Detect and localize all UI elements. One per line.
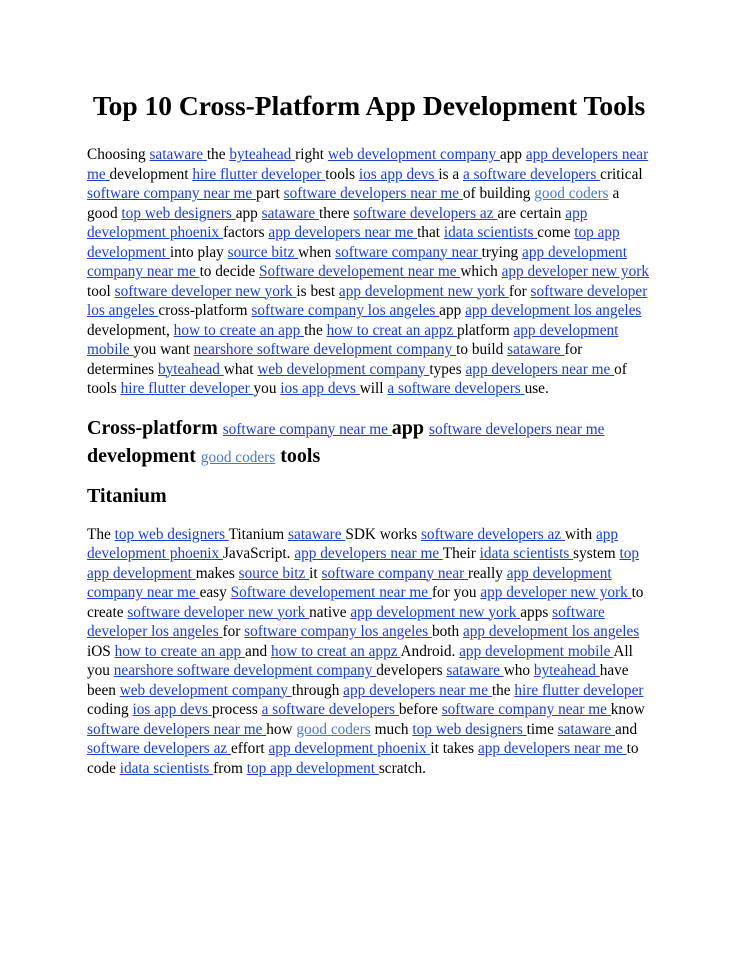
inline-link[interactable]: how to create an app: [173, 321, 305, 339]
body-text: right: [295, 146, 328, 163]
inline-link[interactable]: sataware: [288, 525, 346, 543]
body-text: tools: [275, 444, 321, 467]
inline-link[interactable]: ios app devs: [132, 701, 212, 718]
inline-link[interactable]: software developer los angeles: [87, 603, 605, 640]
inline-link[interactable]: app development los angeles: [462, 623, 640, 640]
body-text: apps: [520, 603, 553, 621]
inline-link[interactable]: app developers near me: [268, 224, 418, 241]
inline-link[interactable]: sataware: [446, 662, 504, 679]
inline-link[interactable]: sataware: [507, 341, 565, 358]
body-text: when: [298, 243, 336, 261]
inline-link[interactable]: software developers near me: [87, 720, 267, 738]
body-text: and: [615, 720, 638, 738]
inline-link[interactable]: software developer new york: [127, 603, 310, 621]
inline-link[interactable]: ios app devs: [358, 165, 439, 183]
body-text: easy: [199, 584, 231, 601]
inline-link[interactable]: app developers near me: [294, 545, 443, 562]
section-heading: [87, 415, 651, 471]
inline-link[interactable]: web development company: [257, 360, 430, 378]
inline-link[interactable]: sataware: [557, 720, 616, 738]
body-text: JavaScript.: [222, 545, 295, 562]
body-text: cross-platform: [158, 302, 252, 319]
inline-link[interactable]: top web designers: [412, 720, 527, 738]
body-text: for you: [431, 584, 481, 601]
inline-link[interactable]: app development company near me: [87, 564, 612, 601]
body-text: for: [508, 282, 531, 300]
body-text: have been: [87, 662, 629, 699]
body-text: iOS: [87, 642, 115, 660]
body-text: who: [503, 662, 534, 679]
inline-link[interactable]: software developer los angeles: [87, 282, 648, 319]
body-text: Titanium: [228, 525, 288, 543]
inline-link[interactable]: hire flutter developer: [514, 681, 644, 699]
inline-link[interactable]: software developers near me: [429, 420, 605, 438]
inline-link[interactable]: how to creat an appz: [270, 642, 401, 660]
inline-link[interactable]: app developers near me: [87, 146, 649, 183]
body-text: really: [468, 564, 507, 582]
body-text: for determines: [87, 341, 583, 378]
inline-link[interactable]: top web designers: [114, 525, 229, 543]
body-text: know: [610, 701, 645, 718]
inline-link[interactable]: app developers near me: [465, 360, 615, 378]
body-text: the: [206, 146, 230, 163]
body-text: SDK works: [345, 525, 421, 543]
body-text: Their: [442, 545, 480, 562]
body-text: into play: [169, 243, 228, 261]
body-text: factors: [222, 224, 269, 241]
body-text: makes: [195, 564, 239, 582]
inline-link[interactable]: good coders: [200, 448, 276, 466]
body-text: there: [318, 204, 354, 222]
inline-link[interactable]: how to create an app: [114, 642, 246, 660]
inline-link[interactable]: a software developers: [261, 701, 399, 718]
body-text: process: [211, 701, 262, 718]
body-text: development: [109, 165, 193, 183]
inline-link[interactable]: app development phoenix: [87, 525, 619, 562]
body-text: development: [87, 444, 201, 467]
body-text: it takes: [430, 740, 478, 757]
inline-link[interactable]: app development mobile: [87, 321, 619, 358]
body-text: All you: [87, 642, 633, 679]
inline-link[interactable]: byteahead: [533, 662, 600, 679]
body-text: to build: [456, 341, 508, 358]
body-text: to code: [87, 740, 639, 777]
body-text: to decide: [199, 263, 260, 280]
inline-link[interactable]: top app development: [87, 545, 640, 582]
inline-link[interactable]: how to creat an appz: [326, 321, 457, 339]
body-text: the: [304, 321, 327, 339]
body-text: time: [526, 720, 558, 738]
body-text: it: [309, 564, 322, 582]
body-text: platform: [456, 321, 514, 339]
body-text: critical: [600, 165, 643, 183]
inline-link[interactable]: app development new york: [350, 603, 521, 621]
body-text: effort: [230, 740, 269, 757]
body-text: you: [253, 380, 281, 397]
body-text: of tools: [87, 360, 627, 397]
inline-link[interactable]: software company near me: [441, 701, 611, 718]
body-text: tool: [87, 282, 115, 300]
body-text: what: [223, 360, 258, 378]
inline-link[interactable]: app development phoenix: [87, 204, 588, 241]
inline-link[interactable]: nearshore software development company: [113, 662, 377, 679]
body-text: The: [87, 525, 115, 543]
body-text: coding: [87, 701, 133, 718]
inline-link[interactable]: good coders: [296, 720, 371, 738]
inline-link[interactable]: byteahead: [229, 146, 296, 163]
intro-paragraph: [87, 145, 651, 399]
inline-link[interactable]: software company near: [335, 243, 482, 261]
inline-link[interactable]: app development phoenix: [268, 740, 431, 757]
inline-link[interactable]: idata scientists: [119, 759, 214, 777]
body-text: tools: [325, 165, 359, 183]
inline-link[interactable]: software developer new york: [114, 282, 297, 300]
body-text: to create: [87, 584, 644, 621]
body-text: much: [370, 720, 413, 738]
inline-link[interactable]: a software developers: [462, 165, 601, 183]
inline-link[interactable]: app development los angeles: [465, 302, 642, 319]
body-text: is a: [438, 165, 463, 183]
body-text: app: [439, 302, 466, 319]
body-text: system: [573, 545, 620, 562]
inline-link[interactable]: app development company near me: [87, 243, 627, 280]
inline-link[interactable]: ios app devs: [280, 380, 360, 397]
body-text: how: [266, 720, 297, 738]
subsection-heading-titanium: Titanium: [87, 484, 167, 507]
body-text: both: [431, 623, 463, 640]
body-text: app: [235, 204, 262, 222]
inline-link[interactable]: software company los angeles: [244, 623, 432, 640]
inline-link[interactable]: software company near me: [87, 185, 257, 202]
body-text: with: [564, 525, 596, 543]
inline-link[interactable]: web development company: [119, 681, 292, 699]
inline-link[interactable]: software company los angeles: [251, 302, 440, 319]
body-text: app: [391, 416, 430, 439]
body-text: native: [309, 603, 351, 621]
body-text: that: [417, 224, 444, 241]
inline-link[interactable]: software company near me: [222, 420, 392, 438]
titanium-paragraph: [87, 525, 651, 779]
inline-link[interactable]: software company near: [321, 564, 469, 582]
inline-link[interactable]: software developers az: [420, 525, 565, 543]
inline-link[interactable]: app developers near me: [477, 740, 627, 757]
body-text: before: [398, 701, 442, 718]
body-text: Android.: [400, 642, 460, 660]
page-title: Top 10 Cross-Platform App Development Tools: [92, 90, 646, 121]
inline-link[interactable]: idata scientists: [479, 545, 574, 562]
inline-link[interactable]: Software developement near me: [230, 584, 432, 601]
body-text: the: [491, 681, 515, 699]
inline-link[interactable]: hire flutter developer: [120, 380, 254, 397]
inline-link[interactable]: source bitz: [238, 564, 310, 582]
body-text: of building: [462, 185, 535, 202]
inline-link[interactable]: app developer new york: [480, 584, 632, 601]
inline-link[interactable]: app development mobile: [459, 642, 614, 660]
inline-link[interactable]: sataware: [261, 204, 319, 222]
body-text: is best: [296, 282, 339, 300]
body-text: from: [213, 759, 247, 777]
inline-link[interactable]: app developers near me: [343, 681, 492, 699]
inline-link[interactable]: idata scientists: [443, 224, 538, 241]
inline-link[interactable]: app development new york: [338, 282, 509, 300]
inline-link[interactable]: hire flutter developer: [192, 165, 326, 183]
inline-link[interactable]: nearshore software development company: [193, 341, 457, 358]
body-text: are certain: [497, 204, 566, 222]
body-text: use.: [524, 380, 549, 397]
inline-link[interactable]: software developers az: [87, 740, 231, 757]
inline-link[interactable]: sataware: [149, 146, 207, 163]
inline-link[interactable]: app developer new york: [501, 263, 649, 280]
body-text: for: [222, 623, 245, 640]
body-text: trying: [481, 243, 523, 261]
inline-link[interactable]: software developers near me: [283, 185, 463, 202]
body-text: Cross-platform: [87, 416, 223, 439]
body-text: come: [537, 224, 575, 241]
inline-link[interactable]: web development company: [327, 146, 500, 163]
body-text: part: [256, 185, 284, 202]
inline-link[interactable]: a software developers: [387, 380, 525, 397]
inline-link[interactable]: byteahead: [157, 360, 224, 378]
inline-link[interactable]: good coders: [534, 185, 609, 202]
inline-link[interactable]: top web designers: [121, 204, 236, 222]
body-text: development,: [87, 321, 174, 339]
body-text: through: [291, 681, 344, 699]
body-text: you want: [133, 341, 194, 358]
body-text: types: [429, 360, 466, 378]
body-text: developers: [376, 662, 447, 679]
body-text: and: [245, 642, 271, 660]
inline-link[interactable]: source bitz: [227, 243, 299, 261]
inline-link[interactable]: top app development: [87, 224, 620, 261]
body-text: scratch.: [378, 759, 426, 777]
inline-link[interactable]: top app development: [246, 759, 379, 777]
body-text: will: [359, 380, 388, 397]
inline-link[interactable]: Software developement near me: [259, 263, 461, 280]
body-text: which: [460, 263, 502, 280]
body-text: a good: [87, 185, 620, 222]
body-text: Choosing: [87, 146, 150, 163]
inline-link[interactable]: software developers az: [353, 204, 498, 222]
body-text: app: [499, 146, 526, 163]
